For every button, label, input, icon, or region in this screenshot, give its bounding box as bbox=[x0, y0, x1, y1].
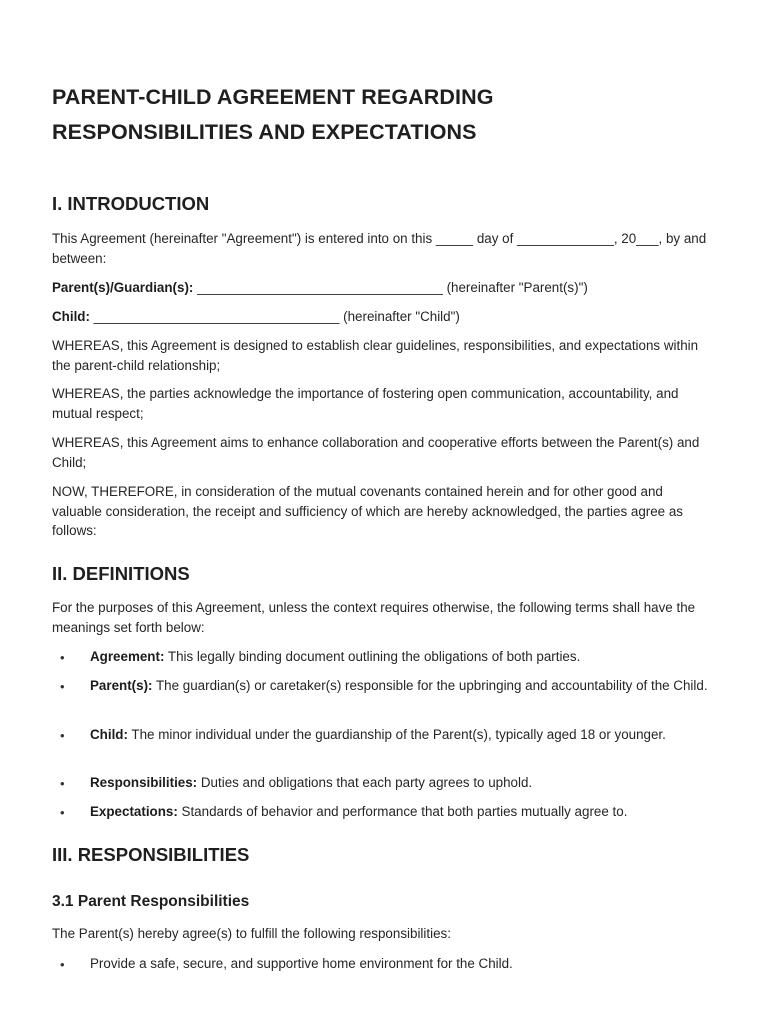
child-label: Child: bbox=[52, 309, 90, 324]
bullet-glyph: • bbox=[60, 728, 65, 743]
parent-responsibility-item: Provide a safe, secure, and supportive home environment for the Child. bbox=[90, 956, 513, 971]
bullet-glyph: • bbox=[60, 679, 65, 694]
definition-item-agreement bbox=[90, 647, 720, 667]
definition-term: Agreement: bbox=[90, 649, 165, 664]
child-blank: _________________________________ (hereinafter "Child") bbox=[89, 309, 460, 324]
parent-blank: _________________________________ (hereinafter "Parent(s)") bbox=[193, 280, 588, 295]
parent-line bbox=[52, 278, 716, 298]
now-therefore-paragraph: NOW, THEREFORE, in consideration of the mutual covenants contained herein and for other good and valuable consideration, the receipt and sufficiency of which are hereby acknowledged, the parties agree as follows: bbox=[52, 484, 683, 538]
document-title: PARENT-CHILD AGREEMENT REGARDING RESPONSIBILITIES AND EXPECTATIONS bbox=[52, 85, 494, 145]
definition-item-child bbox=[90, 725, 720, 745]
definition-text: Standards of behavior and performance that both parties mutually agree to. bbox=[177, 804, 628, 819]
definition-term: Responsibilities: bbox=[90, 775, 198, 790]
definition-term: Expectations: bbox=[90, 804, 178, 819]
parent-label: Parent(s)/Guardian(s): bbox=[52, 280, 194, 295]
whereas-paragraph-1: WHEREAS, this Agreement is designed to establish clear guidelines, responsibilities, and expectations within the parent-child relationship; bbox=[52, 338, 699, 373]
definitions-lead: For the purposes of this Agreement, unless the context requires otherwise, the following terms shall have the meanings set forth below: bbox=[52, 600, 696, 635]
bullet-glyph: • bbox=[60, 805, 65, 820]
definition-term: Parent(s): bbox=[90, 678, 153, 693]
parent-responsibilities-lead: The Parent(s) hereby agree(s) to fulfill the following responsibilities: bbox=[52, 926, 451, 941]
definition-item-parents bbox=[90, 676, 720, 696]
definition-term: Child: bbox=[90, 727, 128, 742]
bullet-glyph: • bbox=[60, 957, 65, 972]
whereas-paragraph-2: WHEREAS, the parties acknowledge the importance of fostering open communication, accountability, and mutual respect; bbox=[52, 386, 679, 421]
child-line bbox=[52, 307, 716, 327]
section-heading-definitions: II. DEFINITIONS bbox=[52, 563, 190, 584]
subsection-heading-parent-responsibilities: 3.1 Parent Responsibilities bbox=[52, 893, 250, 910]
bullet-glyph: • bbox=[60, 650, 65, 665]
bullet-glyph: • bbox=[60, 776, 65, 791]
definition-text: The minor individual under the guardianship of the Parent(s), typically aged 18 or younger. bbox=[127, 727, 666, 742]
definition-item-expectations bbox=[90, 802, 720, 822]
section-heading-introduction: I. INTRODUCTION bbox=[52, 193, 210, 214]
definition-text: Duties and obligations that each party agrees to uphold. bbox=[197, 775, 533, 790]
whereas-paragraph-3: WHEREAS, this Agreement aims to enhance collaboration and cooperative efforts between the Parent(s) and Child; bbox=[52, 435, 700, 470]
definition-text: The guardian(s) or caretaker(s) responsible for the upbringing and accountability of the Child. bbox=[152, 678, 708, 693]
section-heading-responsibilities: III. RESPONSIBILITIES bbox=[52, 844, 250, 865]
definition-item-responsibilities bbox=[90, 773, 720, 793]
intro-opening: This Agreement (hereinafter "Agreement") is entered into on this _____ day of _____________, 20___, by and between: bbox=[52, 231, 707, 266]
definition-text: This legally binding document outlining the obligations of both parties. bbox=[164, 649, 581, 664]
